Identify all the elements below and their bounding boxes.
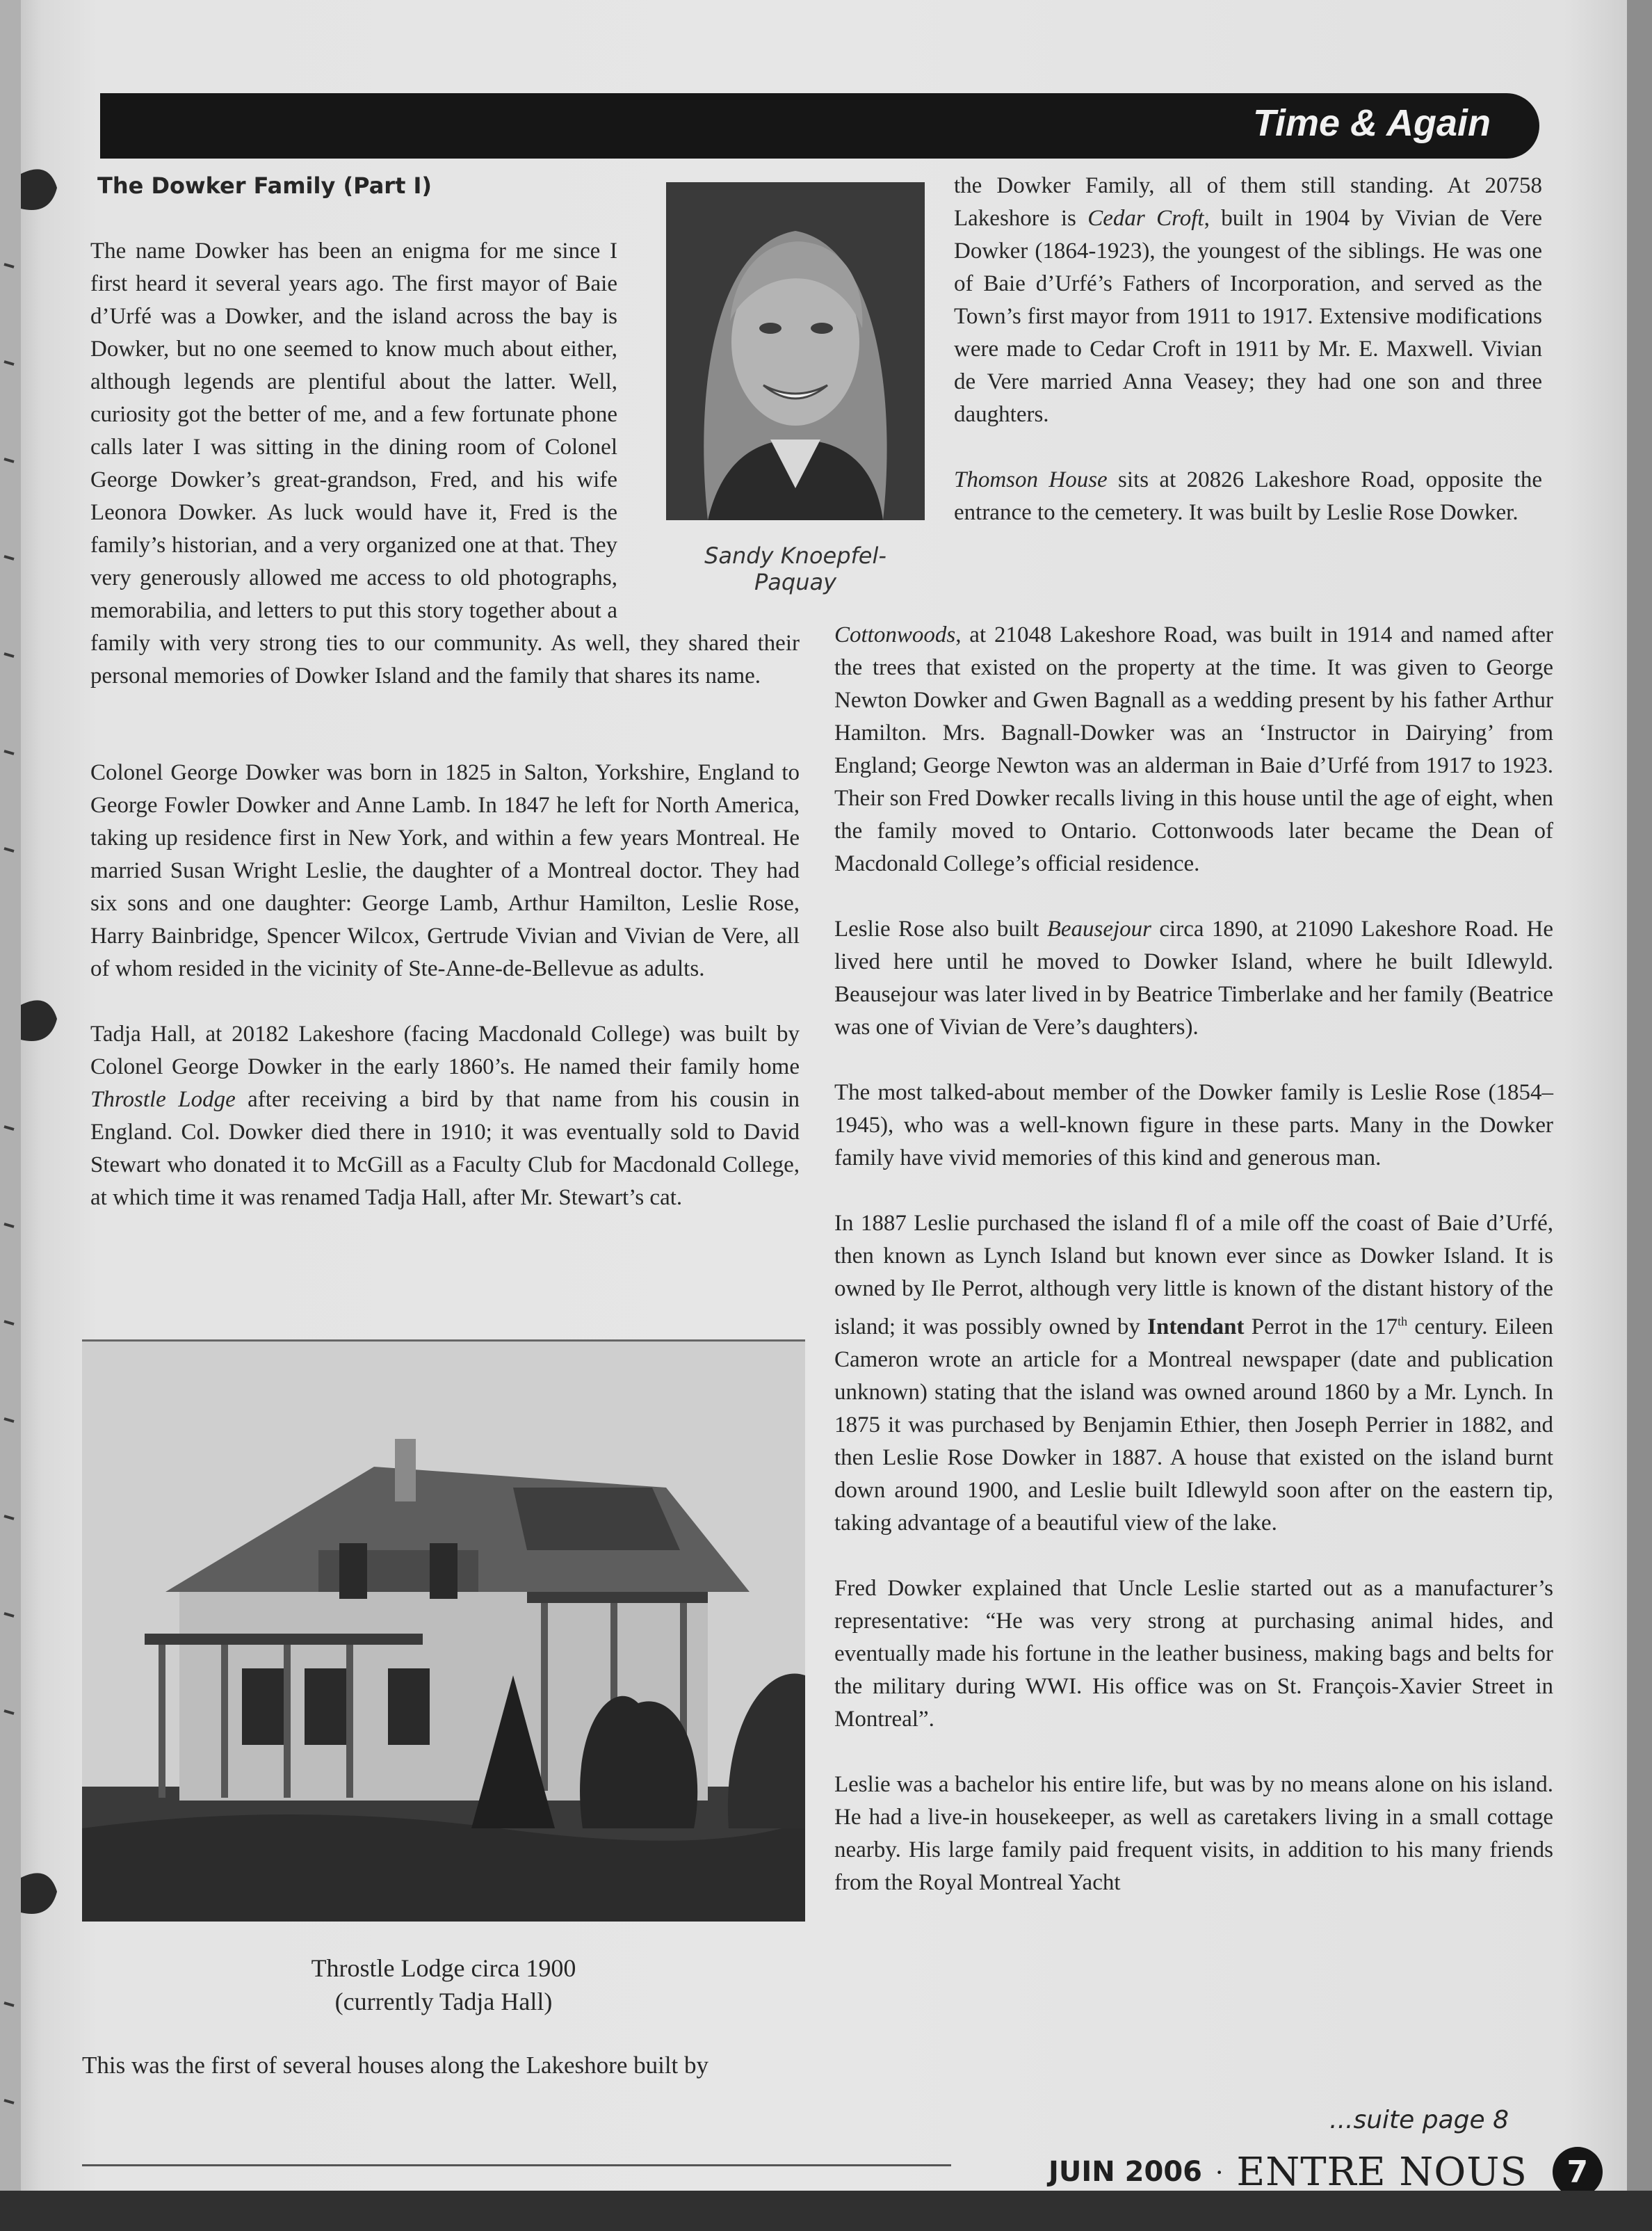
beausejour-paragraph: Leslie Rose also built Beausejour circa 1890, at 21090 Lakeshore Road. He lived here until he moved to Dowker Island, where he built Idlewyld. Beausejour was later lived in by Beatrice Timberlake and her family (Beatrice was one of Vivian de Vere’s daughters).	[834, 917, 1553, 1040]
intro-paragraph-narrow	[90, 235, 800, 693]
cedar-croft-paragraph: the Dowker Family, all of them still standing. At 20758 Lakeshore is Cedar Croft, built in 1904 by Vivian de Vere Dowker (1864-1923), the youngest of the siblings. He was one of Baie d’Urfé’s Fathers of Incorporation, and served as the Town’s first mayor from 1911 to 1917. Extensive modifications were made to Cedar Croft in 1911 by Mr. E. Maxwell. Vivian de Vere married Anna Veasey; they had one son and three daughters.	[954, 173, 1542, 427]
issue-date: JUIN 2006	[1048, 2156, 1202, 2188]
house-caption-line1: Throstle Lodge circa 1900	[311, 1954, 576, 1982]
left-column-text	[90, 757, 800, 1214]
cottonwoods-paragraph: Cottonwoods, at 21048 Lakeshore Road, was built in 1914 and named after the trees that existed on the property at the time. It was given to George Newton Dowker and Gwen Bagnall as a wedding present by his father Arthur Hamilton. Mrs. Bagnall-Dowker was an ‘Instructor in Dairying’ from England; George Newton was an alderman in Baie d’Urfé from 1917 to 1923. Their son Fred Dowker recalls living in this house until the age of eight, when the family moved to Ontario. Cottonwoods later became the Dean of Macdonald College’s official residence.	[834, 622, 1553, 876]
right-column-text	[834, 619, 1553, 1899]
island-paragraph: In 1887 Leslie purchased the island fl of a mile off the coast of Baie d’Urfé, then known as Lynch Island but known ever since as Dowker Island. It is owned by Ile Perrot, although very little is known of the distant history of the island; it was possibly owned by Intendant Perrot in the 17th century. Eileen Cameron wrote an article for a Montreal newspaper (date and publication unknown) stating that the island was owned around 1860 by a Mr. Lynch. In 1875 it was purchased by Benjamin Ethier, then Joseph Perrier in 1882, and then Leslie Rose Dowker in 1887. A house that existed on the island burnt down around 1900, and Leslie built Idlewyld soon after on the eastern tip, taking advantage of a beautiful view of the lake.	[834, 1211, 1553, 1536]
portrait-caption: Sandy Knoepfel-Paquay	[704, 542, 886, 595]
section-title: Time & Again	[1252, 102, 1491, 144]
portrait-spacer	[617, 235, 800, 597]
spiral-binding	[0, 0, 63, 2191]
colonel-paragraph: Colonel George Dowker was born in 1825 in Salton, Yorkshire, England to George Fowler Dowker and Anne Lamb. In 1847 he left for North America, taking up residence first in New York, and within a few years Montreal. He married Susan Wright Leslie, the daughter of a Montreal doctor. They had six sons and one daughter: George Lamb, Arthur Hamilton, Leslie Rose, Harry Bainbridge, Spencer Wilcox, Gertrude Vivian and Vivian de Vere, all of whom resided in the vicinity of Ste-Anne-de-Bellevue as adults.	[90, 760, 800, 981]
page-footer	[1048, 2148, 1603, 2191]
throstle-lodge-photo	[82, 1339, 805, 1922]
page-shadow	[0, 2191, 1652, 2231]
house-caption-line2: (currently Tadja Hall)	[334, 1988, 553, 2015]
section-banner	[100, 93, 1539, 159]
right-column-narrow-text	[954, 170, 1542, 529]
bachelor-paragraph: Leslie was a bachelor his entire life, but was by no means alone on his island. He had a live-in housekeeper, as well as caretakers living in a small cottage nearby. His large family paid frequent visits, in addition to his many friends from the Royal Montreal Yacht	[834, 1772, 1553, 1895]
tadja-paragraph: Tadja Hall, at 20182 Lakeshore (facing Macdonald College) was built by Colonel George Dowker in the early 1860’s. He named their family home Throstle Lodge after receiving a bird by that name from his cousin in England. Col. Dowker died there in 1910; it was eventually sold to David Stewart who donated it to McGill as a Faculty Club for Macdonald College, at which time it was renamed Tadja Hall, after Mr. Stewart’s cat.	[90, 1022, 800, 1210]
left-bottom-paragraph: This was the first of several houses along the Lakeshore built by	[82, 2052, 709, 2079]
most-talked-paragraph: The most talked-about member of the Dowker family is Leslie Rose (1854–1945), who was a well-known figure in these parts. Many in the Dowker family have vivid memories of this kind and generous man.	[834, 1080, 1553, 1170]
footer-rule	[82, 2164, 951, 2166]
house-illustration	[82, 1342, 805, 1922]
article-title: The Dowker Family (Part I)	[97, 172, 432, 199]
fred-paragraph: Fred Dowker explained that Uncle Leslie started out as a manufacturer’s representative: “He was very strong at purchasing animal hides, and eventually made his fortune in the leather business, making bags and belts for the military during WWI. His office was on St. François-Xavier Street in Montreal”.	[834, 1576, 1553, 1732]
intro-paragraph: The name Dowker has been an enigma for me since I first heard it several years ago. The first mayor of Baie d’Urfé was a Dowker, and the island across the bay is Dowker, but no one seemed to know much about either, although legends are plentiful about the latter. Well, curiosity got the better of me, and a few fortunate phone calls later I was sitting in the dining room of Colonel George Dowker’s great-grandson, Fred, and his wife Leonora Dowker. As luck would have it, Fred is the family’s historian, and a very organized one at that. They very generously allowed me access to old photographs, memorabilia, and letters to put this story together about a family with very strong ties to our community. As well, they shared their personal memories of Dowker Island and the family that shares its name.	[90, 239, 800, 688]
house-photo-caption	[82, 1951, 805, 2018]
page-number-badge: 7	[1553, 2147, 1603, 2191]
continued-note: ...suite page 8	[1329, 2106, 1509, 2134]
publication-name: ENTRE NOUS	[1236, 2149, 1528, 2191]
footer-separator: ·	[1214, 2156, 1224, 2188]
thomson-house-paragraph: Thomson House sits at 20826 Lakeshore Road, opposite the entrance to the cemetery. It was built by Leslie Rose Dowker.	[954, 467, 1542, 525]
